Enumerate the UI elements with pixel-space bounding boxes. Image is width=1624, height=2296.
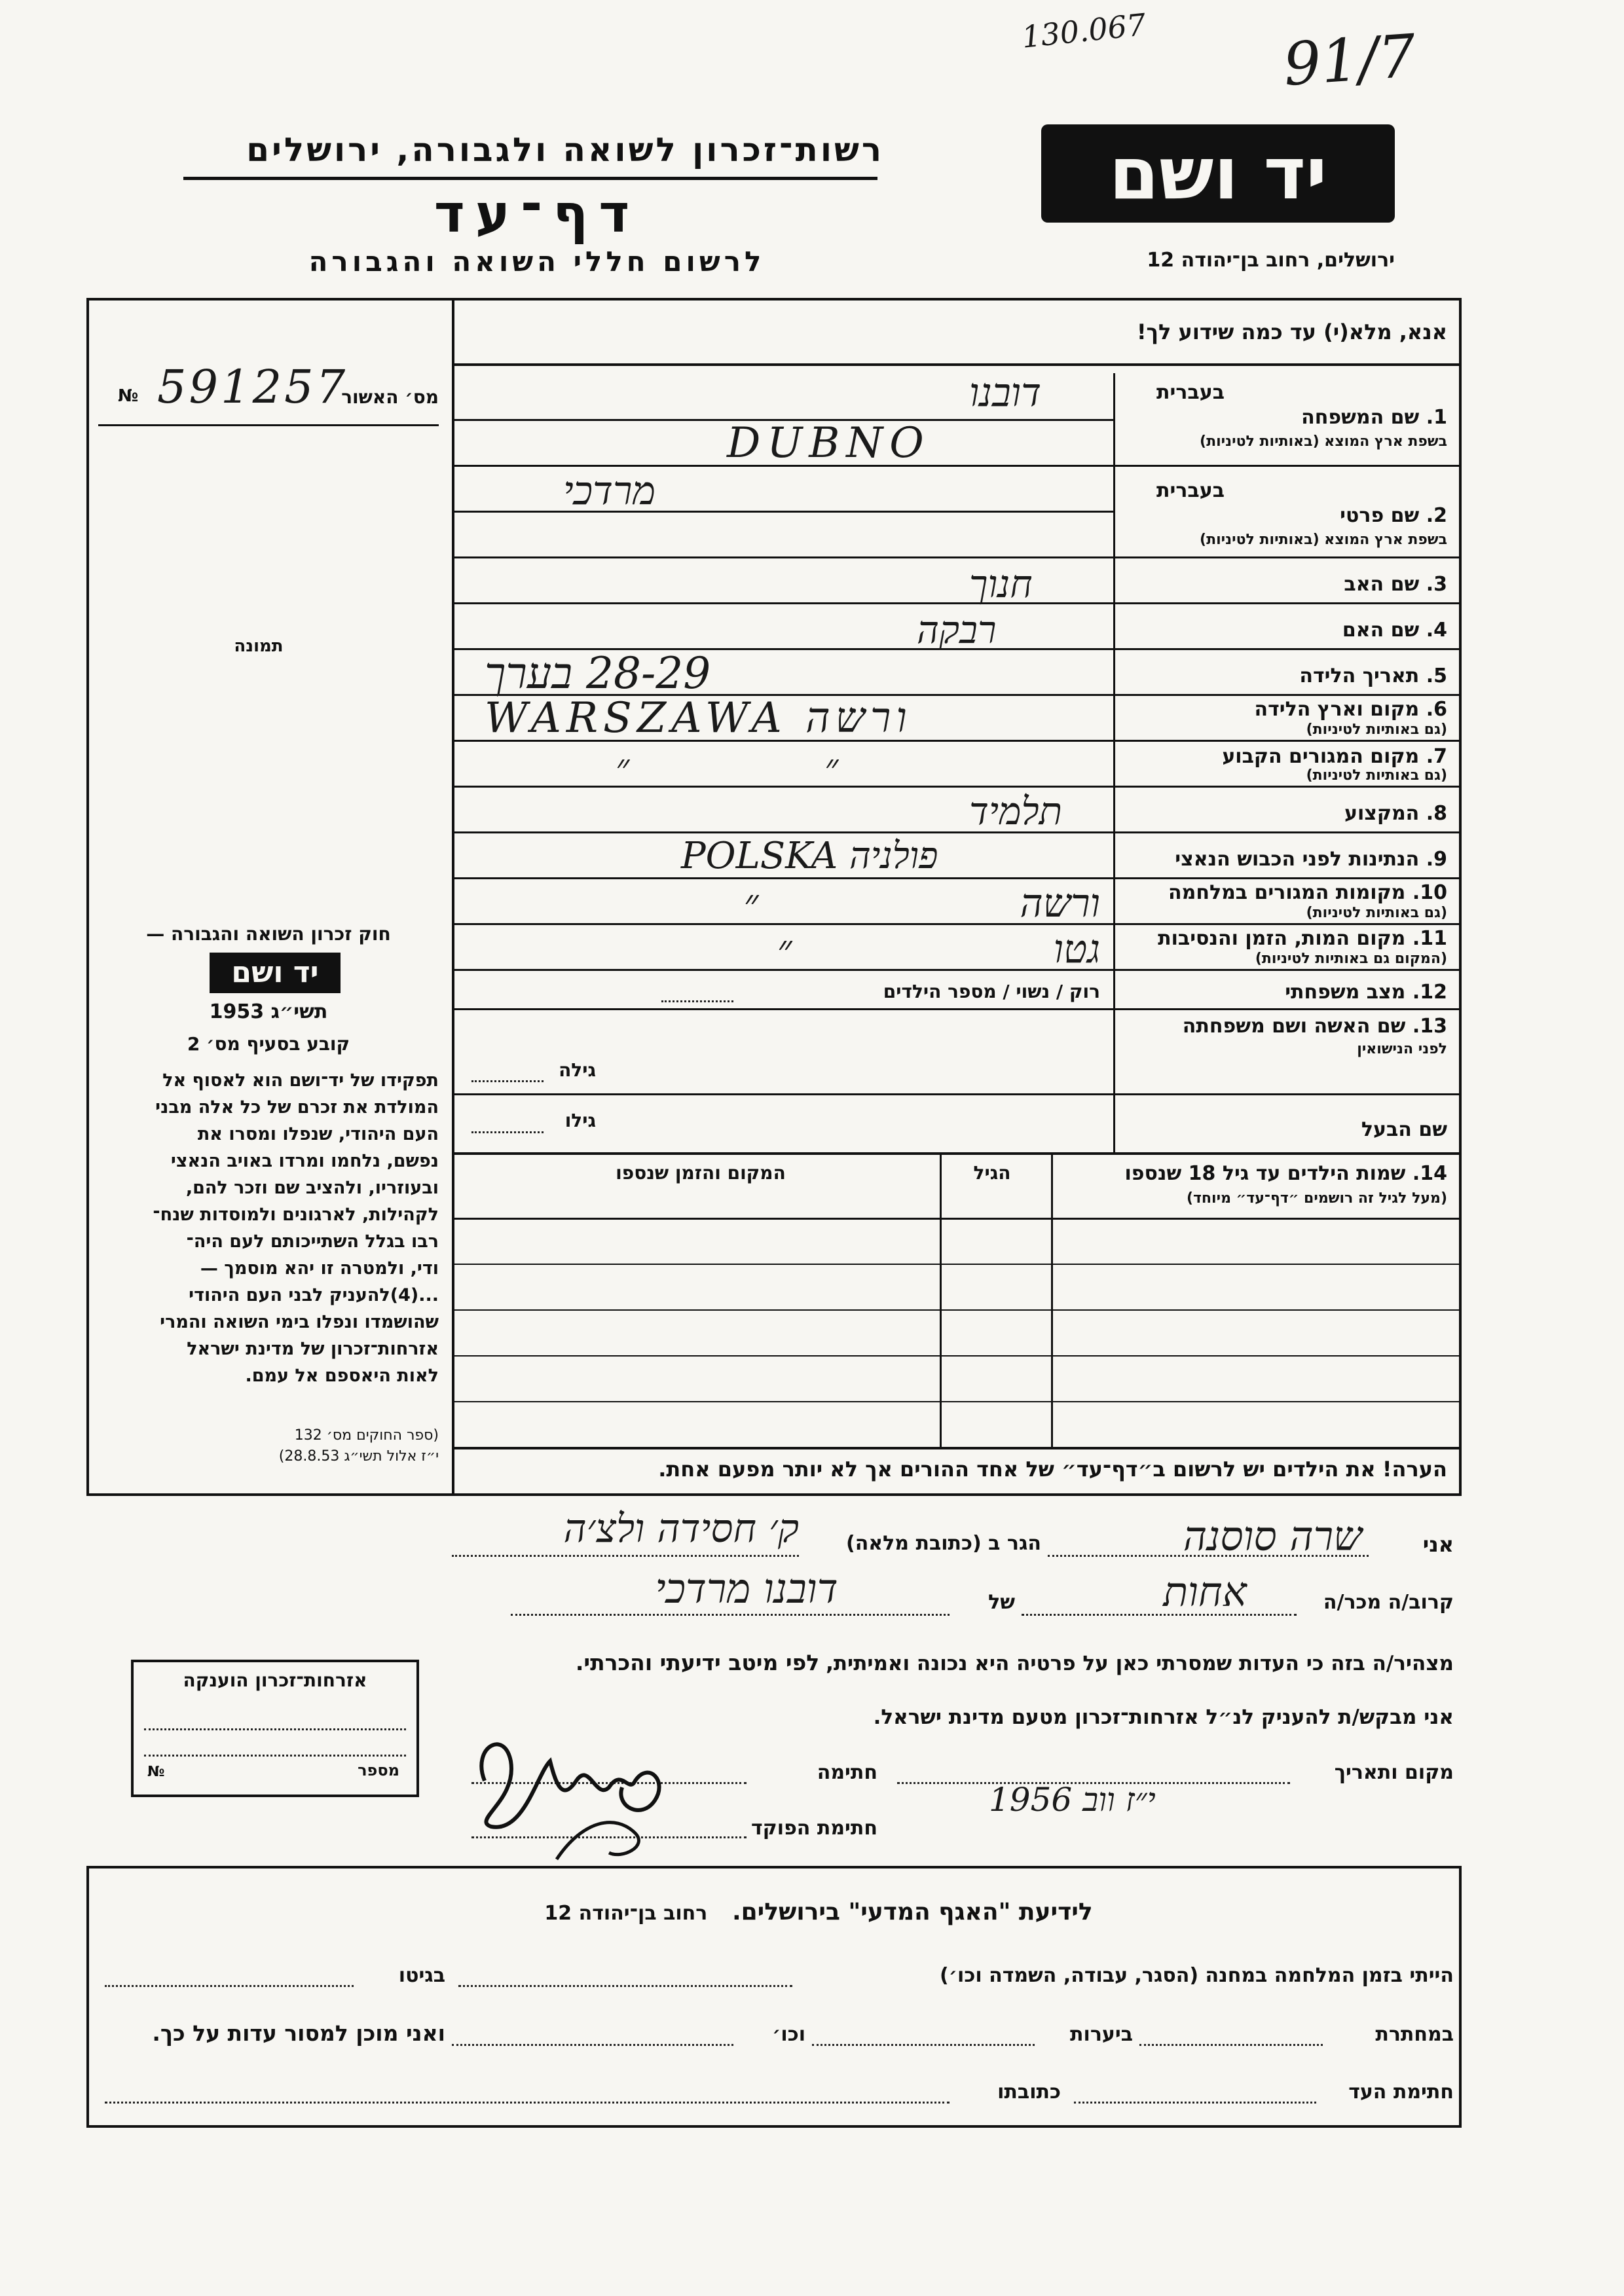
place-date-value: 1956 י״ז ווב xyxy=(989,1781,1156,1819)
husband-age-label: גילו xyxy=(564,1110,596,1131)
officer-signature-label: חתימת הפוקד xyxy=(751,1817,877,1840)
field-11-label: 11. מקום המות, הזמן והנסיבות xyxy=(1158,927,1447,950)
field-2-label: 2. שם פרטי xyxy=(1340,504,1447,527)
etc-label: וכו׳ xyxy=(772,2023,805,2046)
husband-name-label: שם הבעל xyxy=(1361,1118,1447,1141)
children-col-place: המקום והזמן שנספו xyxy=(616,1162,786,1184)
law-logo: יד ושם xyxy=(210,953,341,993)
citizenship-number-suffix: № xyxy=(147,1764,165,1780)
field-9-label: 9. הנתינות לפני הכבוש הנאצי xyxy=(1175,848,1447,871)
law-heading: חוק זכרון השואה והגבורה — xyxy=(146,923,391,945)
field-4-label: 4. שם האם xyxy=(1342,619,1447,642)
signature-label: חתימה xyxy=(817,1761,877,1784)
children-table-note: (מעל לגיל זה רושמים ״דף־עד״ מיוחד) xyxy=(1186,1190,1447,1207)
law-clause: קובע בסעיף מס׳ 2 xyxy=(187,1033,350,1055)
field-11-value: גטו ״ xyxy=(777,926,1100,972)
remark: הערה! את הילדים יש לרשום ב״דף־עד״ של אחד ההורים אך לא יותר מפעם אחת. xyxy=(658,1457,1447,1482)
org-name: רשות־זכרון לשואה ולגבורה, ירושלים xyxy=(246,131,884,169)
field-5-label: 5. תאריך הלידה xyxy=(1299,665,1447,687)
declaration: מצהיר/ה בזה כי העדות שמסרתי כאן על פרטיה היא נכונה ואמיתית, לפי מיטב ידיעתי והכרתי. xyxy=(575,1650,1454,1675)
field-11-note: (המקום גם באותיות לטיניות) xyxy=(1255,951,1447,967)
approval-label: מס׳ האשור xyxy=(341,386,439,408)
field-8-value: תלמיד xyxy=(969,789,1063,833)
field-8-label: 8. המקצוע xyxy=(1344,802,1447,825)
forests-label: ביערות xyxy=(1070,2023,1133,2046)
law-citation-1: (ספר החוקים מס׳ 132 xyxy=(294,1427,439,1444)
field-13-label: 13. שם האשה ושם משפחתה xyxy=(1182,1015,1447,1038)
marital-status-options: רוק / נשוי / מספר הילדים xyxy=(883,981,1100,1002)
ghetto-label: בגיטו xyxy=(398,1964,445,1987)
form-title: דף־עד xyxy=(434,183,640,244)
archive-number: 130.067 xyxy=(1020,7,1148,55)
approval-number: 591257 xyxy=(157,360,348,414)
witness-signature-label: חתימת העד xyxy=(1348,2081,1454,2104)
field-7-note: (גם באותיות לטיניות) xyxy=(1306,767,1447,784)
field-13-note: לפני הנישואין xyxy=(1357,1041,1447,1057)
field-2-hebrew-tag: בעברית xyxy=(1156,479,1225,502)
field-1-hebrew-tag: בעברית xyxy=(1156,381,1225,404)
footer-title: לידיעת "האגף המדעי" בירושלים. רחוב בן־יהודה 12 xyxy=(544,1899,1093,1925)
field-5-value: 28-29 בערך xyxy=(485,648,711,699)
field-1-value-hebrew: דובנו xyxy=(969,370,1042,416)
citizenship-request: אני מבקש/ת להעניק לנ״ל אזרחות־זכרון מטעם מדינת ישראל. xyxy=(873,1705,1454,1729)
archive-ref: 91/7 xyxy=(1281,22,1418,100)
relation-label: קרוב/ה מכר/ה xyxy=(1323,1591,1454,1614)
witness-address-label: כתובתו xyxy=(997,2081,1061,2104)
law-year: תשי״ג 1953 xyxy=(209,1000,328,1023)
place-date-label: מקום ותאריך xyxy=(1334,1761,1454,1784)
field-7-value: ״ ״ xyxy=(616,746,839,789)
field-1-label: 1. שם המשפחה xyxy=(1301,406,1447,429)
field-10-note: (גם באותיות לטיניות) xyxy=(1306,905,1447,921)
children-table-label: 14. שמות הילדים עד גיל 18 שנספו xyxy=(1124,1162,1447,1185)
field-10-value: ורשה ״ xyxy=(743,881,1100,926)
relation-value: אחות xyxy=(1163,1568,1247,1616)
declarant-lives-label: הגר ב (כתובת מלאה) xyxy=(845,1532,1041,1555)
form-subtitle: לרשום חללי השואה והגבורה xyxy=(308,246,766,278)
field-3-value: חנוך xyxy=(969,562,1033,606)
field-7-label: 7. מקום המגורים הקבוע xyxy=(1222,745,1447,768)
field-1-value-latin: DUBNO xyxy=(727,419,931,467)
field-10-label: 10. מקומות המגורים במלחמה xyxy=(1168,881,1447,904)
wife-age-label: גילה xyxy=(559,1059,596,1081)
children-col-age: הגיל xyxy=(973,1162,1011,1184)
field-2-latin-note: בשפת ארץ המוצא (באותיות לטיניות) xyxy=(1200,532,1447,548)
underground-label: במחתרת xyxy=(1375,2023,1454,2046)
field-12-label: 12. מצב משפחתי xyxy=(1285,981,1447,1004)
of-label: של xyxy=(988,1591,1015,1614)
photo-label: תמונה xyxy=(234,636,284,656)
camp-line: הייתי בזמן המלחמה במחנה (הסגר, עבודה, השמדה וכו׳) xyxy=(940,1964,1454,1987)
approval-suffix: № xyxy=(118,386,139,406)
field-6-value: WARSZAWA ורשה xyxy=(485,694,912,742)
law-text: תפקידו של יד־ושם הוא לאסוף אל המולדת את זכרם של כל אלה מבני העם היהודי, שנפלו ומסרו את נפשם, נלחמו ומרדו באויב הנאצי ובעוזריו, ולהציב שם וזכר להם, לקהילות, לארגונים ולמוסדות שנח־ רבו בגלל השתייכותם לעם היה־ ודי, ולמטרה זו יהא מוסמך — ...(4)להעניק לבני העם היהודי שהושמדו ונפלו בימי השואה והמרי אזרחות־זכרון של מדינת ישראל לאות היאספם אל עמם. xyxy=(153,1070,439,1386)
field-1-latin-note: בשפת ארץ המוצא (באותיות לטיניות) xyxy=(1200,433,1447,450)
citizenship-box-title: אזרחות־זכרון הוענקה xyxy=(183,1669,367,1691)
field-3-label: 3. שם האב xyxy=(1344,573,1447,596)
field-2-value-hebrew: מרדכי xyxy=(563,468,656,514)
declarant-address: ק׳ חסידה ולצ׳ה xyxy=(563,1506,799,1552)
field-6-note: (גם באותיות לטיניות) xyxy=(1306,721,1447,738)
yad-vashem-logo: יד ושם xyxy=(1041,124,1395,223)
field-4-value: רבקה xyxy=(917,608,997,652)
law-citation-2: י״ז אלול תשי״ג 28.8.53) xyxy=(278,1448,439,1465)
field-6-label: 6. מקום וארץ הלידה xyxy=(1254,698,1447,721)
declarant-name: שרה סוסנה xyxy=(1183,1512,1362,1560)
field-9-value: POLSKA פולניה xyxy=(681,835,938,877)
citizenship-number-label: מספר xyxy=(358,1761,399,1779)
declarant-i-label: אני xyxy=(1422,1532,1454,1557)
ready-to-testify: ואני מוכן למסור עדות על כך. xyxy=(152,2020,445,2046)
of-name: דובנו מרדכי xyxy=(655,1565,838,1613)
intro-text: אנא, מלא(י) עד כמה שידוע לך! xyxy=(1136,319,1447,344)
header-address: ירושלים, רחוב בן־יהודה 12 xyxy=(1147,249,1395,272)
declarant-signature xyxy=(458,1689,694,1872)
